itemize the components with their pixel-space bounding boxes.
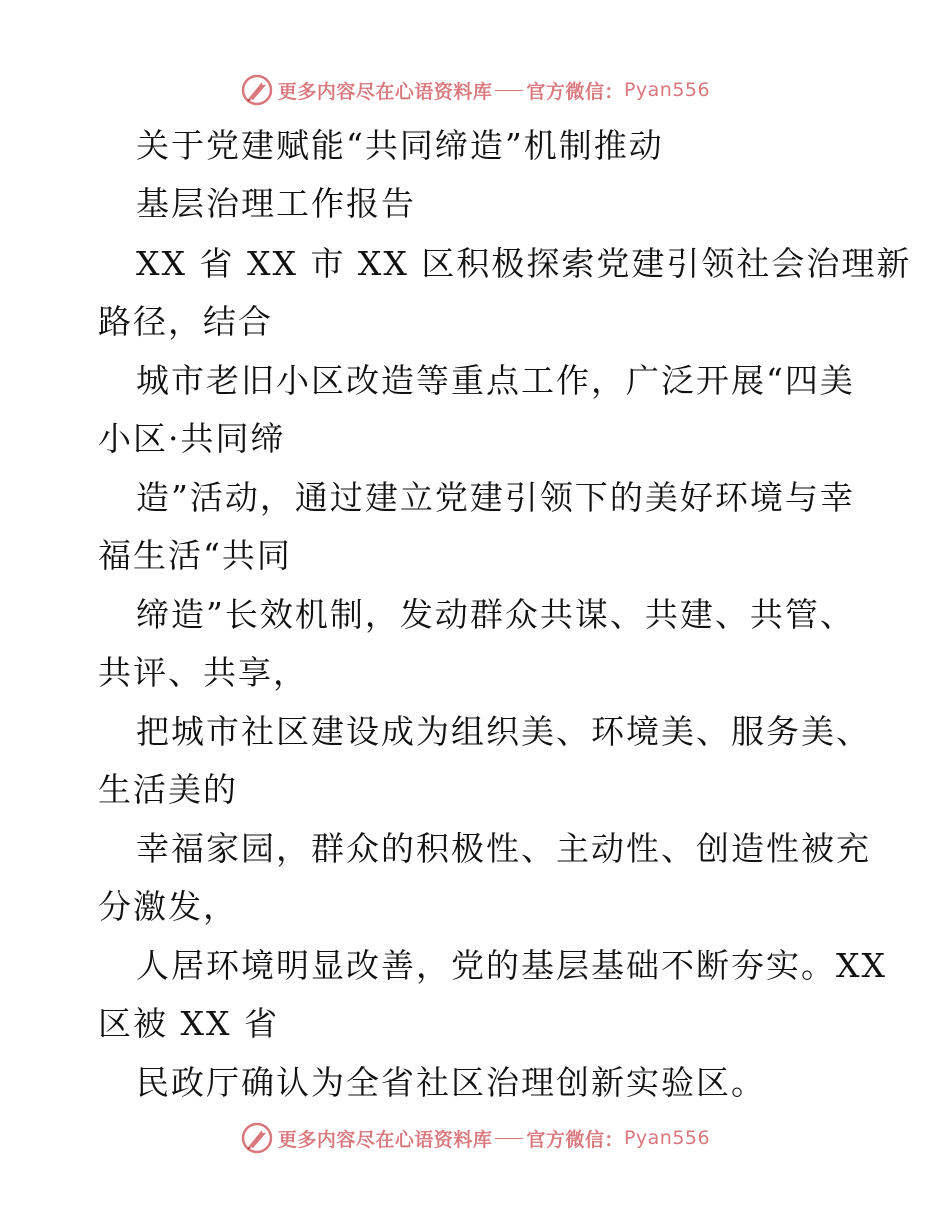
body-line: 民政厅确认为全省社区治理创新实验区。 [136, 1063, 766, 1102]
body-line: 城市老旧小区改造等重点工作，广泛开展“四美 [136, 361, 855, 400]
body-line: 路径，结合 [98, 302, 273, 341]
watermark-text: 更多内容尽在心语资料库 [277, 80, 493, 103]
body-line: XX 省 XX 市 XX 区积极探索党建引领社会治理新 [136, 244, 912, 283]
body-line: 把城市社区建设成为组织美、环境美、服务美、 [136, 712, 871, 751]
header-watermark [0, 70, 950, 110]
body-line: 造”活动，通过建立党建引领下的美好环境与幸 [136, 478, 855, 517]
quill-pen-logo-icon [240, 1121, 274, 1155]
quill-pen-logo-icon [240, 73, 274, 107]
watermark-dash [495, 1138, 523, 1139]
watermark-account-label: 官方微信： [526, 1128, 624, 1151]
title-line-1: 关于党建赋能“共同缔造”机制推动 [136, 126, 664, 165]
body-line: 区被 XX 省 [98, 1004, 279, 1043]
body-line: 福生活“共同 [98, 536, 292, 575]
title-line-2: 基层治理工作报告 [136, 184, 416, 223]
body-line: 共评、共享， [98, 653, 308, 692]
body-line: 分激发， [98, 887, 238, 926]
watermark-text: 更多内容尽在心语资料库 [277, 1128, 493, 1151]
watermark-account-id: Pyan556 [623, 79, 711, 101]
body-line: 幸福家园，群众的积极性、主动性、创造性被充 [136, 829, 871, 868]
body-line: 小区·共同缔 [98, 419, 286, 458]
watermark-dash [495, 90, 523, 91]
body-line: 人居环境明显改善，党的基层基础不断夯实。XX [136, 946, 887, 985]
body-line: 生活美的 [98, 770, 238, 809]
watermark-account-label: 官方微信： [526, 80, 624, 103]
footer-watermark [0, 1118, 950, 1158]
watermark-account-id: Pyan556 [623, 1127, 711, 1149]
body-line: 缔造”长效机制，发动群众共谋、共建、共管、 [136, 595, 855, 634]
